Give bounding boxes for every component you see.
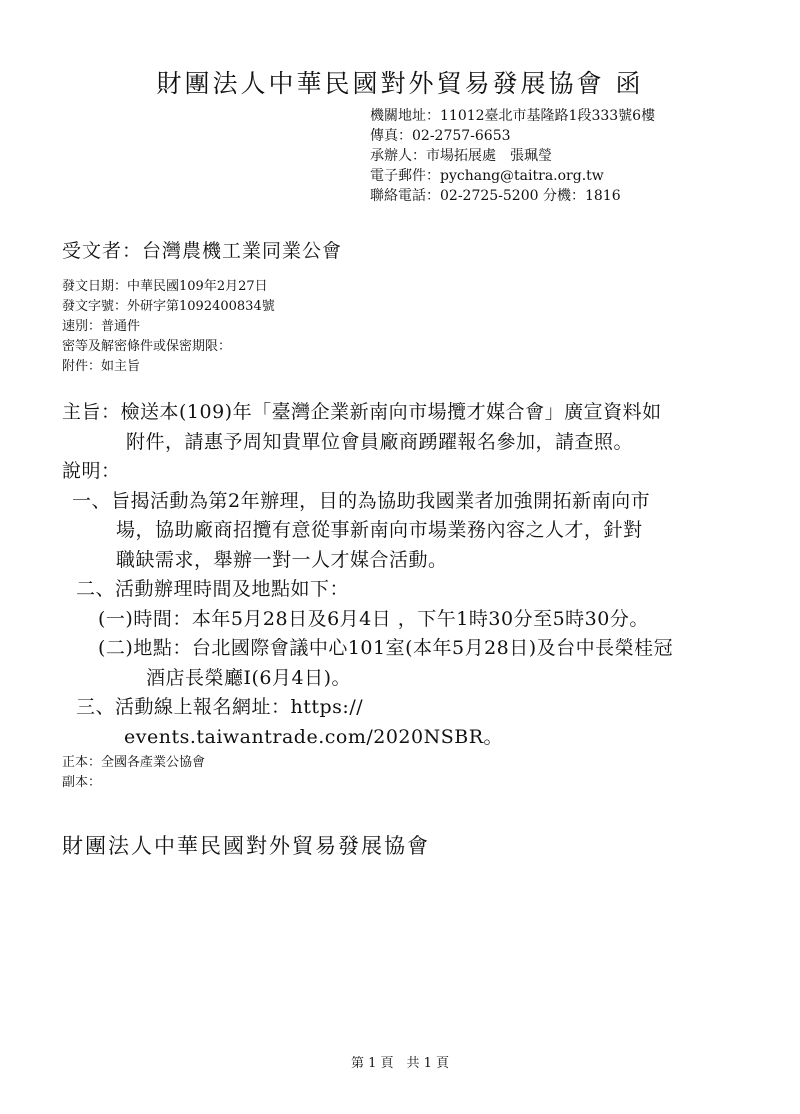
page-number: 第 1 頁 共 1 頁 <box>350 1056 450 1071</box>
copies <box>62 753 205 793</box>
organization-info <box>370 106 655 206</box>
item-3-line-1: 三、活動線上報名網址：https:// <box>76 696 364 718</box>
item-1-line-2: 場，協助廠商招攬有意從事新南向市場業務內容之人才，針對 <box>116 519 643 541</box>
document-body <box>62 398 752 752</box>
recipient: 受文者：台灣農機工業同業公會 <box>62 240 343 262</box>
item-2: 二、活動辦理時間及地點如下： <box>76 578 350 600</box>
explanation-label: 說明： <box>62 460 121 482</box>
issue-date: 發文日期：中華民國109年2月27日 <box>62 279 268 294</box>
attachment: 附件：如主旨 <box>62 359 141 374</box>
subject-line-2: 附件，請惠予周知貴單位會員廠商踴躍報名參加，請查照。 <box>126 430 634 453</box>
org-email: 電子郵件：pychang@taitra.org.tw <box>370 168 604 184</box>
item-1-line-1: 一、旨揭活動為第2年辦理，目的為協助我國業者加強開拓新南向市 <box>72 489 651 512</box>
item-3-line-2: events.taiwantrade.com/2020NSBR。 <box>124 725 504 748</box>
item-2-1: (一)時間：本年5月28日及6月4日 ，下午1時30分至5時30分。 <box>98 607 649 630</box>
item-1-line-3: 職缺需求，舉辦一對一人才媒合活動。 <box>116 548 448 571</box>
org-fax: 傳真：02-2757-6653 <box>370 128 511 144</box>
org-address: 機關地址：11012臺北市基隆路1段333號6樓 <box>370 108 656 124</box>
subject-line-1: 主旨：檢送本(109)年「臺灣企業新南向市場攬才媒合會」廣宣資料如 <box>62 401 662 423</box>
secondary-copy: 副本： <box>62 775 102 790</box>
document-number: 發文字號：外研字第1092400834號 <box>62 299 275 314</box>
item-2-2-line-2: 酒店長榮廳I(6月4日)。 <box>146 666 352 689</box>
org-contact-person: 承辦人：市場拓展處 張珮瑩 <box>370 148 552 164</box>
confidentiality: 密等及解密條件或保密期限： <box>62 339 232 354</box>
document-meta <box>62 277 275 377</box>
delivery-speed: 速別：普通件 <box>62 319 141 334</box>
document-title: 財團法人中華民國對外貿易發展協會 函 <box>156 69 644 98</box>
item-2-2-line-1: (二)地點：台北國際會議中心101室(本年5月28日)及台中長榮桂冠 <box>98 637 674 659</box>
org-phone: 聯絡電話：02-2725-5200 分機：1816 <box>370 188 621 204</box>
primary-copy: 正本：全國各產業公協會 <box>62 755 206 770</box>
signature: 財團法人中華民國對外貿易發展協會 <box>62 834 430 858</box>
